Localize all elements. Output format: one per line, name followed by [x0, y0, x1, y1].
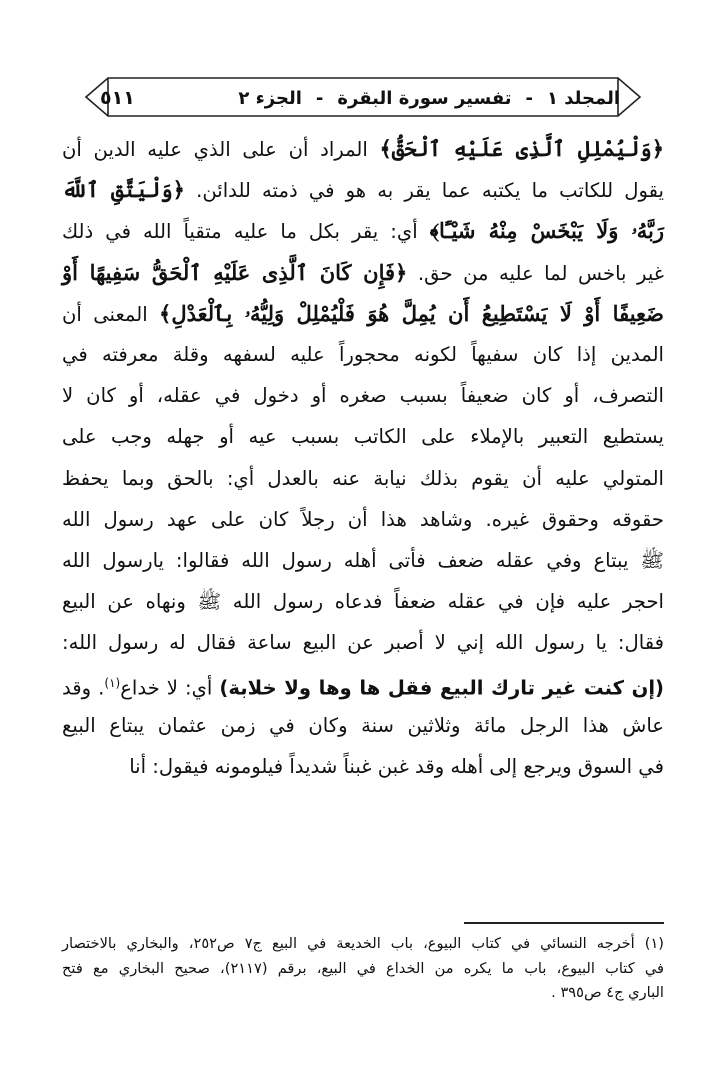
- page-number: ٥١١: [100, 87, 135, 109]
- footnote-ref: (١): [104, 676, 121, 691]
- text-span: . وقد: [62, 676, 105, 700]
- text-line: المدين إذا كان سفيهاً لكونه محجوراً عليه لسفهه وقلة معرفته في: [62, 342, 664, 366]
- text-line: حقوقه وحقوق غيره. وشاهد هذا أن رجلاً كان على عهد رسول الله: [62, 507, 664, 531]
- header-separator: -: [315, 87, 324, 109]
- text-line: احجر عليه فإن في عقله ضعفاً فدعاه رسول الله ﷺ ونهاه عن البيع: [62, 590, 664, 614]
- text-span: يقول للكاتب ما يكتبه عما يقر به هو في ذمته للدائن.: [196, 179, 664, 203]
- quran-verse: ﴿وَلْيَتَّقِ ٱللَّهَ: [62, 177, 185, 203]
- text-line: فقال: يا رسول الله إني لا أصبر عن البيع ساعة فقال له رسول الله:: [62, 631, 664, 655]
- text-line: المتولي عليه أن يقوم بذلك نيابة عنه بالعدل أي: بالحق وبما يحفظ: [62, 466, 664, 490]
- text-span: المعنى أن: [62, 302, 148, 326]
- text-line: [62, 128, 664, 169]
- quran-verse: ضَعِيفًا أَوْ لَا يَسْتَطِيعُ أَن يُمِلَّ هُوَ فَلْيُمْلِلْ وَلِيُّهُۥ بِٱلْعَدْلِ﴾: [159, 300, 665, 326]
- hadith-quote: (إن كنت غير تارك البيع فقل ها وها ولا خلابة): [219, 676, 664, 700]
- text-span: غير باخس لما عليه من حق.: [417, 261, 664, 285]
- running-header: [100, 82, 620, 114]
- header-title: [238, 88, 620, 109]
- text-line: التصرف، أو كان ضعيفاً بسبب صغره أو دخول في عقله، أو كان لا: [62, 384, 664, 408]
- text-line: ﷺ يبتاع وفي عقله ضعف فأتى أهله رسول الله فقالوا: يارسول الله: [62, 548, 664, 572]
- text-span: المراد أن على الذي عليه الدين أن: [62, 138, 368, 161]
- footnote-line: (١) أخرجه النسائي في كتاب البيوع، باب الخديعة في البيع ج٧ ص٢٥٢، والبخاري بالاختصار: [62, 935, 664, 952]
- book-title: تفسير سورة البقرة: [337, 87, 512, 109]
- text-line: يستطيع التعبير بالإملاء على الكاتب بسبب عيه أو جهله وجب على: [62, 425, 664, 449]
- text-line: [62, 293, 664, 334]
- text-line: [62, 663, 664, 704]
- part-label: الجزء ٢: [238, 87, 302, 109]
- text-line: عاش هذا الرجل مائة وثلاثين سنة وكان في زمن عثمان يبتاع البيع: [62, 713, 664, 737]
- main-text: [62, 128, 664, 787]
- footnote-line: الباري ج٤ ص٣٩٥ .: [551, 984, 664, 1001]
- footnote: [62, 932, 664, 1006]
- footnote-divider: [464, 922, 664, 924]
- text-line: [62, 252, 664, 293]
- text-line: في السوق ويرجع إلى أهله وقد غبن غبناً شديداً فيلومونه فيقول: أنا: [129, 754, 664, 778]
- text-span: أي: لا خداع: [120, 676, 213, 700]
- volume-label: المجلد ١: [547, 87, 620, 109]
- quran-verse: ﴿فَإِن كَانَ ٱلَّذِى عَلَيْهِ ٱلْحَقُّ سَفِيهًا أَوْ: [62, 259, 408, 285]
- text-span: أي: يقر بكل ما عليه متقياً الله في ذلك: [62, 220, 418, 244]
- text-line: [62, 169, 664, 210]
- header-separator: -: [525, 87, 534, 109]
- quran-verse: رَبَّهُۥ وَلَا يَبْخَسْ مِنْهُ شَيْـًٔا﴾: [429, 218, 665, 244]
- text-line: [62, 210, 664, 251]
- footnote-line: في كتاب البيوع، باب ما يكره من الخداع في البيع، برقم (٢١١٧)، صحيح البخاري مع فتح: [62, 959, 664, 977]
- quran-verse: ﴿وَلْيُمْلِلِ ٱلَّذِى عَلَيْهِ ٱلْحَقُّ﴾: [379, 136, 665, 161]
